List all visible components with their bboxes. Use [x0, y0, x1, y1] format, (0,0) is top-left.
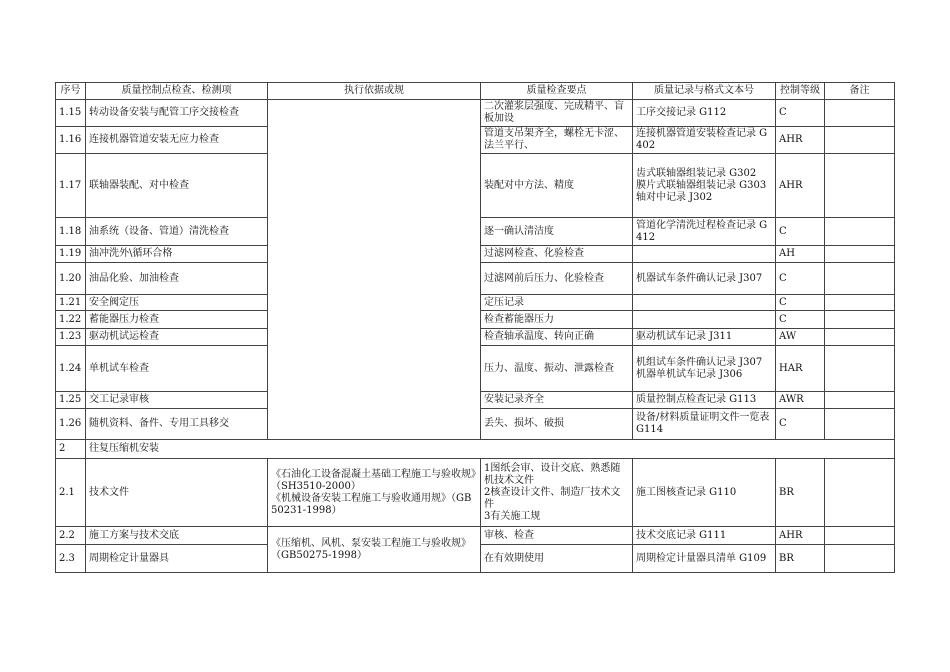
row-level: C [776, 218, 825, 246]
row-item: 联轴器装配、对中检查 [86, 154, 268, 218]
row-note [825, 409, 895, 440]
row-no: 2.2 [56, 527, 86, 545]
row-note [825, 246, 895, 263]
rows-section-1 [56, 100, 895, 440]
section-no: 2 [56, 440, 86, 459]
row-level: AH [776, 246, 825, 263]
row-record: 技术交底记录 G111 [633, 527, 776, 545]
row-item: 单机试车检查 [86, 346, 268, 392]
row-no: 1.23 [56, 329, 86, 346]
row-no: 1.15 [56, 100, 86, 127]
row-no: 1.25 [56, 392, 86, 409]
row-basis: 《石油化工设备混凝土基础工程施工与验收规》（SH3510-2000） 《机械设备安装工程施工与验收通用规》（GB50231-1998） [268, 459, 481, 527]
row-record: 设备/材料质量证明文件一览表 G114 [633, 409, 776, 440]
row-points: 逐一确认清洁度 [481, 218, 633, 246]
row-record [633, 311, 776, 329]
row-record [633, 246, 776, 263]
row-item: 周期检定计量器具 [86, 545, 268, 573]
row-note [825, 545, 895, 573]
header-note: 备注 [825, 83, 895, 100]
row-no: 1.21 [56, 295, 86, 311]
row-points: 1图纸会审、设计交底、熟悉随机技术文件 2核查设计文件、制造厂技术文件 3有关施工规 [481, 459, 633, 527]
row-item: 连接机器管道安装无应力检查 [86, 127, 268, 154]
row-item: 安全阀定压 [86, 295, 268, 311]
row-note [825, 311, 895, 329]
row-note [825, 527, 895, 545]
row-note [825, 263, 895, 295]
row-no: 1.26 [56, 409, 86, 440]
row-note [825, 218, 895, 246]
row-points: 定压记录 [481, 295, 633, 311]
row-level: HAR [776, 346, 825, 392]
header-record: 质量记录与格式文本号 [633, 83, 776, 100]
row-level: C [776, 409, 825, 440]
section-title: 往复压缩机安装 [86, 440, 895, 459]
row-points: 检查蓄能器压力 [481, 311, 633, 329]
row-record: 施工图核查记录 G110 [633, 459, 776, 527]
row-level: AHR [776, 127, 825, 154]
section-row [56, 440, 895, 459]
row-no: 1.17 [56, 154, 86, 218]
row-item: 转动设备安装与配管工序交接检查 [86, 100, 268, 127]
row-points: 安装记录齐全 [481, 392, 633, 409]
row-no: 2.3 [56, 545, 86, 573]
row-level: AW [776, 329, 825, 346]
row-no: 2.1 [56, 459, 86, 527]
row-points: 检查轴承温度、转向正确 [481, 329, 633, 346]
header-no: 序号 [56, 83, 86, 100]
row-note [825, 154, 895, 218]
row-no: 1.22 [56, 311, 86, 329]
row-item: 交工记录审核 [86, 392, 268, 409]
row-note [825, 329, 895, 346]
row-level: C [776, 311, 825, 329]
row-note [825, 127, 895, 154]
row-no: 1.16 [56, 127, 86, 154]
header-points: 质量检查要点 [481, 83, 633, 100]
row-no: 1.24 [56, 346, 86, 392]
row-level: BR [776, 459, 825, 527]
row-item: 蓄能器压力检查 [86, 311, 268, 329]
row-points: 丢失、损坏、破损 [481, 409, 633, 440]
row-level: C [776, 263, 825, 295]
row-item: 随机资料、备件、专用工具移交 [86, 409, 268, 440]
row-record: 齿式联轴器组装记录 G302 膜片式联轴器组装记录 G303 轴对中记录 J302 [633, 154, 776, 218]
row-record: 机组试车条件确认记录 J307 机器单机试车记录 J306 [633, 346, 776, 392]
row-points: 审核、检查 [481, 527, 633, 545]
row-record: 质量控制点检查记录 G113 [633, 392, 776, 409]
row-note [825, 100, 895, 127]
row-no: 1.20 [56, 263, 86, 295]
row-item: 油品化验、加油检查 [86, 263, 268, 295]
table-row [56, 527, 895, 545]
row-level: AHR [776, 154, 825, 218]
row-points: 在有效期使用 [481, 545, 633, 573]
row-points: 过滤网前后压力、化验检查 [481, 263, 633, 295]
header-level: 控制等级 [776, 83, 825, 100]
row-record: 管道化学清洗过程检查记录 G412 [633, 218, 776, 246]
row-record: 连接机器管道安装检查记录 G402 [633, 127, 776, 154]
table-row [56, 100, 895, 127]
row-record: 机器试车条件确认记录 J307 [633, 263, 776, 295]
row-record: 驱动机试车记录 J311 [633, 329, 776, 346]
table-header [56, 83, 895, 100]
row-item: 技术文件 [86, 459, 268, 527]
row-level: BR [776, 545, 825, 573]
row-points: 装配对中方法、精度 [481, 154, 633, 218]
row-note [825, 346, 895, 392]
row-points: 压力、温度、振动、泄露检查 [481, 346, 633, 392]
row-item: 油冲洗外\循环合格 [86, 246, 268, 263]
row-points: 过滤网检查、化验检查 [481, 246, 633, 263]
row-item: 驱动机试运检查 [86, 329, 268, 346]
row-level: AHR [776, 527, 825, 545]
quality-control-table [55, 82, 895, 573]
row-level: C [776, 295, 825, 311]
row-points: 管道支吊架齐全，螺栓无卡涩、法兰平行、 [481, 127, 633, 154]
row-note [825, 392, 895, 409]
row-basis: 《压缩机、风机、泵安装工程施工与验收规》（GB50275-1998） [268, 527, 481, 573]
row-level: C [776, 100, 825, 127]
row-note [825, 459, 895, 527]
row-item: 施工方案与技术交底 [86, 527, 268, 545]
row-record [633, 295, 776, 311]
table-row [56, 459, 895, 527]
header-basis: 执行依据或规 [268, 83, 481, 100]
row-record: 工序交接记录 G112 [633, 100, 776, 127]
row-no: 1.19 [56, 246, 86, 263]
row-level: AWR [776, 392, 825, 409]
header-item: 质量控制点检查、检测项 [86, 83, 268, 100]
row-note [825, 295, 895, 311]
row-basis [268, 100, 481, 440]
row-points: 二次灌浆层强度、完成精平、盲板加设 [481, 100, 633, 127]
row-no: 1.18 [56, 218, 86, 246]
row-record: 周期检定计量器具清单 G109 [633, 545, 776, 573]
row-item: 油系统（设备、管道）清洗检查 [86, 218, 268, 246]
